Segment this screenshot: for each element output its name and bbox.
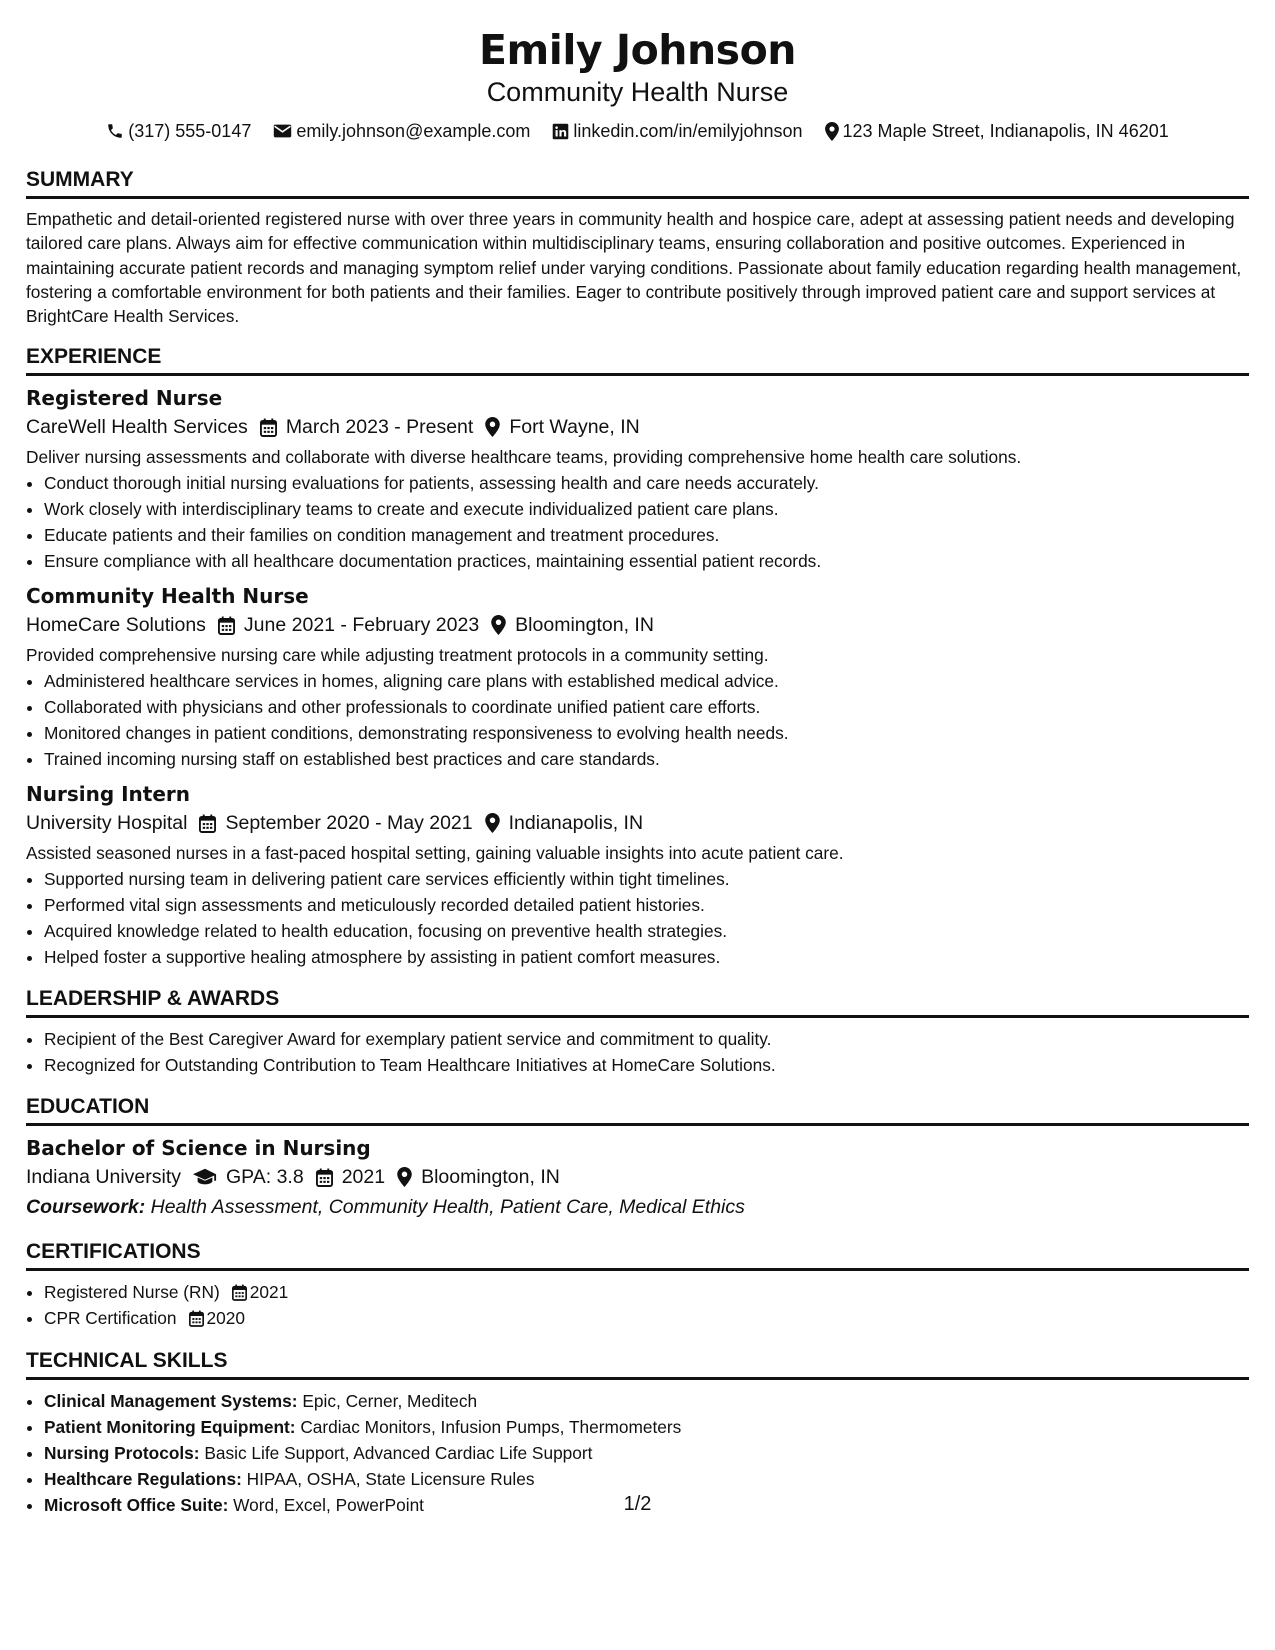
linkedin-icon: [552, 123, 569, 140]
list-item: [44, 1305, 1249, 1331]
skill-label: Patient Monitoring Equipment:: [44, 1417, 296, 1438]
job-company: University Hospital: [26, 812, 188, 835]
coursework-list: Health Assessment, Community Health, Patient Care, Medical Ethics: [150, 1196, 745, 1219]
job-title: Registered Nurse: [26, 386, 223, 411]
certifications-section: [26, 1239, 1249, 1331]
leadership-heading: LEADERSHIP & AWARDS: [26, 986, 1249, 1018]
list-item: • Helped foster a supportive healing atmosphere by assisting in patient comfort measures.: [44, 944, 1249, 970]
skill-value: Cardiac Monitors, Infusion Pumps, Thermometers: [300, 1417, 682, 1438]
map-pin-icon: [825, 122, 839, 141]
education-heading: EDUCATION: [26, 1094, 1249, 1126]
graduation-cap-icon: [193, 1168, 217, 1186]
list-item: [44, 1440, 1249, 1466]
list-item: • Performed vital sign assessments and meticulously recorded detailed patient histories.: [44, 892, 1249, 918]
summary-heading: SUMMARY: [26, 167, 1249, 199]
leadership-section: [26, 986, 1249, 1078]
cert-name: • Registered Nurse (RN): [44, 1282, 220, 1303]
map-pin-icon: [485, 417, 500, 437]
contact-address: [825, 119, 1169, 143]
calendar-icon: [260, 418, 277, 437]
job-location: Bloomington, IN: [515, 614, 654, 637]
job-meta: [26, 808, 1249, 838]
list-item: • Educate patients and their families on condition management and treatment procedures.: [44, 522, 1249, 548]
list-item: • Work closely with interdisciplinary teams to create and execute individualized patient care plans.: [44, 496, 1249, 522]
summary-text: Empathetic and detail-oriented registered nurse with over three years in community health and hospice care, adept at assessing patient needs and developing tailored care plans. Always aim for effective communication within multidisciplinary teams, ensuring collaboration and positive outcomes. Experienced in maintaining accurate patient records and managing symptom relief under varying conditions. Passionate about family education regarding health management, fostering a comfortable environment for both patients and their families. Eager to contribute positively through improved patient care and support services at BrightCare Health Services.: [26, 209, 1242, 327]
job-dates: June 2021 - February 2023: [243, 614, 480, 637]
job-entry: [26, 582, 1249, 772]
certifications-heading: CERTIFICATIONS: [26, 1239, 1249, 1271]
experience-section: [26, 344, 1249, 970]
job-company: HomeCare Solutions: [26, 614, 206, 637]
contact-phone[interactable]: [106, 119, 251, 143]
cert-year: 2020: [206, 1308, 245, 1329]
candidate-role: Community Health Nurse: [486, 77, 789, 107]
list-item: • Collaborated with physicians and other professionals to coordinate unified patient care efforts.: [44, 694, 1249, 720]
list-item: [44, 1388, 1249, 1414]
list-item: • Recipient of the Best Caregiver Award for exemplary patient service and commitment to quality.: [44, 1026, 1249, 1052]
contact-email[interactable]: [273, 119, 530, 143]
job-entry: [26, 780, 1249, 970]
education-location: Bloomington, IN: [421, 1166, 560, 1189]
email-text: emily.johnson@example.com: [296, 121, 531, 141]
skill-label: Nursing Protocols:: [44, 1443, 200, 1464]
contact-bar: [26, 119, 1249, 143]
job-meta: [26, 412, 1249, 442]
graduation-year: 2021: [341, 1166, 386, 1189]
list-item: • Supported nursing team in delivering patient care services efficiently within tight timelines.: [44, 866, 1249, 892]
list-item: • Ensure compliance with all healthcare documentation practices, maintaining essential patient records.: [44, 548, 1249, 574]
map-pin-icon: [491, 615, 506, 635]
calendar-icon: [199, 814, 216, 833]
page-number: 1/2: [623, 1493, 652, 1515]
certifications-list: [26, 1279, 1249, 1331]
calendar-icon: [232, 1284, 247, 1301]
map-pin-icon: [397, 1167, 412, 1187]
job-title: Community Health Nurse: [26, 584, 309, 609]
experience-heading: EXPERIENCE: [26, 344, 1249, 376]
map-pin-icon: [485, 813, 500, 833]
job-meta: [26, 610, 1249, 640]
job-description: Provided comprehensive nursing care while adjusting treatment protocols in a community setting.: [26, 645, 769, 666]
education-section: [26, 1094, 1249, 1222]
job-location: Fort Wayne, IN: [509, 416, 640, 439]
job-company: CareWell Health Services: [26, 416, 248, 439]
calendar-icon: [316, 1168, 333, 1187]
job-dates: September 2020 - May 2021: [225, 812, 473, 835]
list-item: • Trained incoming nursing staff on established best practices and care standards.: [44, 746, 1249, 772]
address-text: 123 Maple Street, Indianapolis, IN 46201: [842, 121, 1169, 141]
degree-title: Bachelor of Science in Nursing: [26, 1136, 371, 1161]
phone-icon: [106, 122, 124, 140]
job-entry: [26, 384, 1249, 574]
coursework: [26, 1192, 1249, 1222]
job-bullets: [26, 470, 1249, 574]
school-name: Indiana University: [26, 1166, 181, 1189]
envelope-icon: [273, 123, 292, 139]
cert-year: 2021: [249, 1282, 289, 1303]
job-dates: March 2023 - Present: [285, 416, 474, 439]
job-bullets: [26, 866, 1249, 970]
list-item: [44, 1279, 1249, 1305]
leadership-list: [26, 1026, 1249, 1078]
list-item: • Conduct thorough initial nursing evaluations for patients, assessing health and care needs accurately.: [44, 470, 1249, 496]
contact-linkedin[interactable]: [552, 119, 802, 143]
resume-header: [26, 0, 1249, 143]
phone-text: (317) 555-0147: [128, 121, 252, 141]
job-title: Nursing Intern: [26, 782, 191, 807]
skill-value: Word, Excel, PowerPoint: [233, 1495, 424, 1516]
list-item: • Administered healthcare services in homes, aligning care plans with established medical advice.: [44, 668, 1249, 694]
skill-value: Epic, Cerner, Meditech: [302, 1391, 478, 1412]
job-description: Deliver nursing assessments and collaborate with diverse healthcare teams, providing comprehensive home health care solutions.: [26, 447, 1022, 468]
list-item: • Recognized for Outstanding Contribution to Team Healthcare Initiatives at HomeCare Solutions.: [44, 1052, 1249, 1078]
skills-heading: TECHNICAL SKILLS: [26, 1348, 1249, 1380]
list-item: [44, 1414, 1249, 1440]
skill-value: HIPAA, OSHA, State Licensure Rules: [246, 1469, 535, 1490]
summary-section: [26, 167, 1249, 328]
calendar-icon: [189, 1310, 204, 1327]
skill-label: Healthcare Regulations:: [44, 1469, 242, 1490]
skill-value: Basic Life Support, Advanced Cardiac Life Support: [204, 1443, 593, 1464]
list-item: [44, 1466, 1249, 1492]
candidate-name: Emily Johnson: [479, 26, 796, 74]
job-location: Indianapolis, IN: [508, 812, 644, 835]
cert-name: • CPR Certification: [44, 1308, 177, 1329]
skill-label: Microsoft Office Suite:: [44, 1495, 229, 1516]
calendar-icon: [218, 616, 235, 635]
job-description: Assisted seasoned nurses in a fast-paced hospital setting, gaining valuable insights into acute patient care.: [26, 843, 844, 864]
skill-label: Clinical Management Systems:: [44, 1391, 298, 1412]
list-item: • Acquired knowledge related to health education, focusing on preventive health strategies.: [44, 918, 1249, 944]
gpa-text: GPA: 3.8: [226, 1166, 304, 1189]
job-bullets: [26, 668, 1249, 772]
list-item: • Monitored changes in patient conditions, demonstrating responsiveness to evolving health needs.: [44, 720, 1249, 746]
education-meta: [26, 1162, 1249, 1192]
coursework-label: Coursework:: [26, 1196, 146, 1219]
linkedin-text: linkedin.com/in/emilyjohnson: [573, 121, 803, 141]
